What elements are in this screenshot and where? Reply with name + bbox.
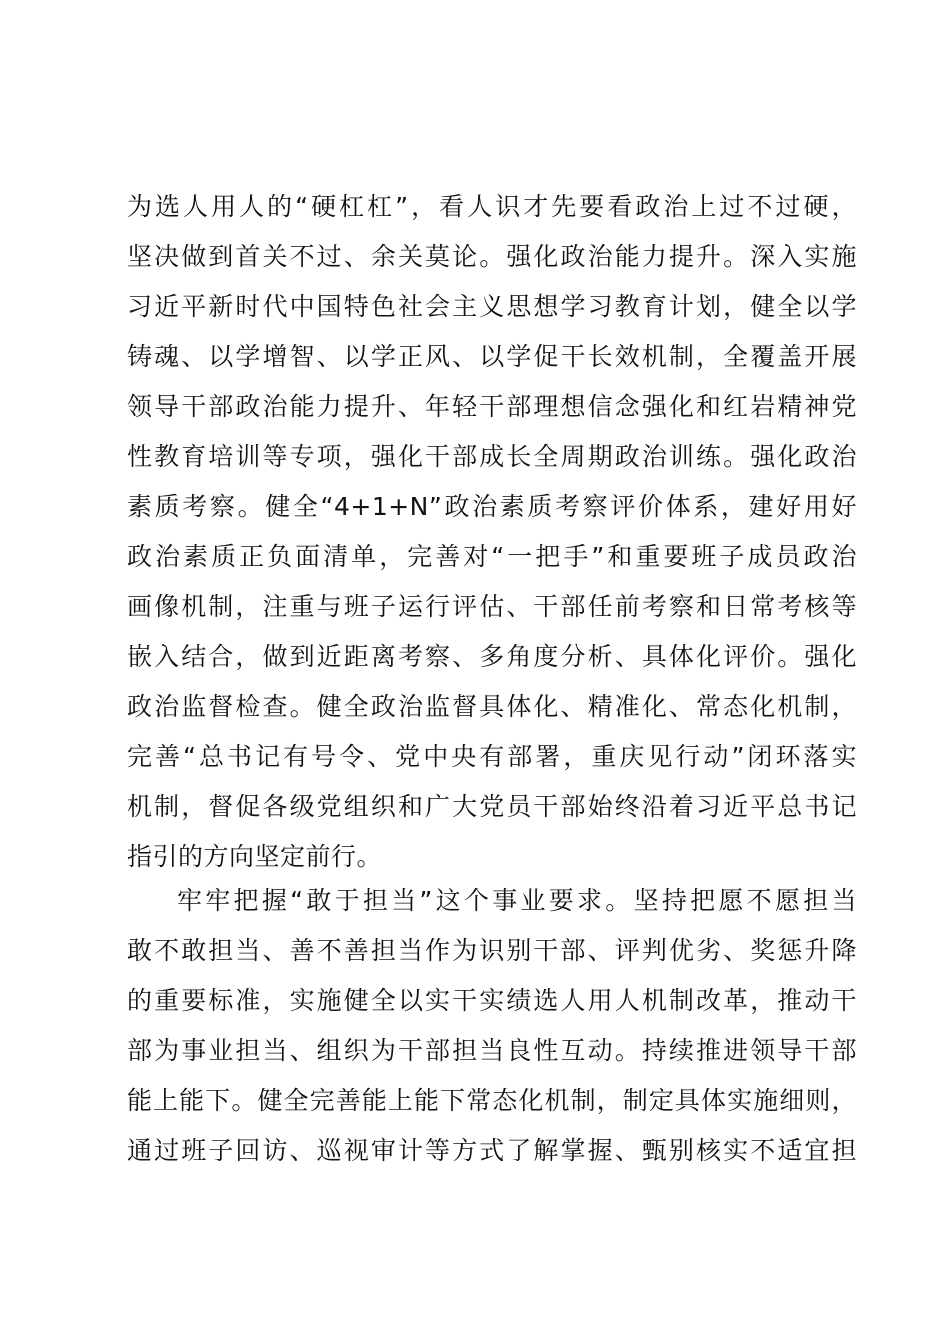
paragraph-line: 铸魂、以学增智、以学正风、以学促干长效机制，全覆盖开展 [127,342,857,371]
paragraph-line: 素质考察。健全“4+1+N”政治素质考察评价体系，建好用好 [127,492,857,521]
paragraph-line: 领导干部政治能力提升、年轻干部理想信念强化和红岩精神党 [127,392,857,421]
paragraph-line: 敢不敢担当、善不善担当作为识别干部、评判优劣、奖惩升降 [127,936,857,965]
paragraph-line: 的重要标准，实施健全以实干实绩选人用人机制改革，推动干 [127,986,857,1015]
paragraph-line: 嵌入结合，做到近距离考察、多角度分析、具体化评价。强化 [127,642,857,671]
paragraph-line: 为选人用人的“硬杠杠”，看人识才先要看政治上过不过硬， [127,192,857,221]
paragraph-line: 指引的方向坚定前行。 [127,842,383,871]
paragraph-line: 性教育培训等专项，强化干部成长全周期政治训练。强化政治 [127,442,857,471]
paragraph-line: 完善“总书记有号令、党中央有部署，重庆见行动”闭环落实 [127,742,857,771]
paragraph-line: 政治监督检查。健全政治监督具体化、精准化、常态化机制， [127,692,857,721]
paragraph-1 [127,182,857,882]
paragraph-line: 机制，督促各级党组织和广大党员干部始终沿着习近平总书记 [127,792,857,821]
paragraph-line: 通过班子回访、巡视审计等方式了解掌握、甄别核实不适宜担 [127,1136,857,1165]
paragraph-line: 政治素质正负面清单，完善对“一把手”和重要班子成员政治 [127,542,857,571]
paragraph-2 [127,876,857,1176]
paragraph-line: 能上能下。健全完善能上能下常态化机制，制定具体实施细则， [127,1086,857,1115]
paragraph-line: 部为事业担当、组织为干部担当良性互动。持续推进领导干部 [127,1036,857,1065]
paragraph-line: 牢牢把握“敢于担当”这个事业要求。坚持把愿不愿担当 [177,886,857,915]
paragraph-line: 习近平新时代中国特色社会主义思想学习教育计划，健全以学 [127,292,857,321]
paragraph-line: 坚决做到首关不过、余关莫论。强化政治能力提升。深入实施 [127,242,857,271]
paragraph-line: 画像机制，注重与班子运行评估、干部任前考察和日常考核等 [127,592,857,621]
